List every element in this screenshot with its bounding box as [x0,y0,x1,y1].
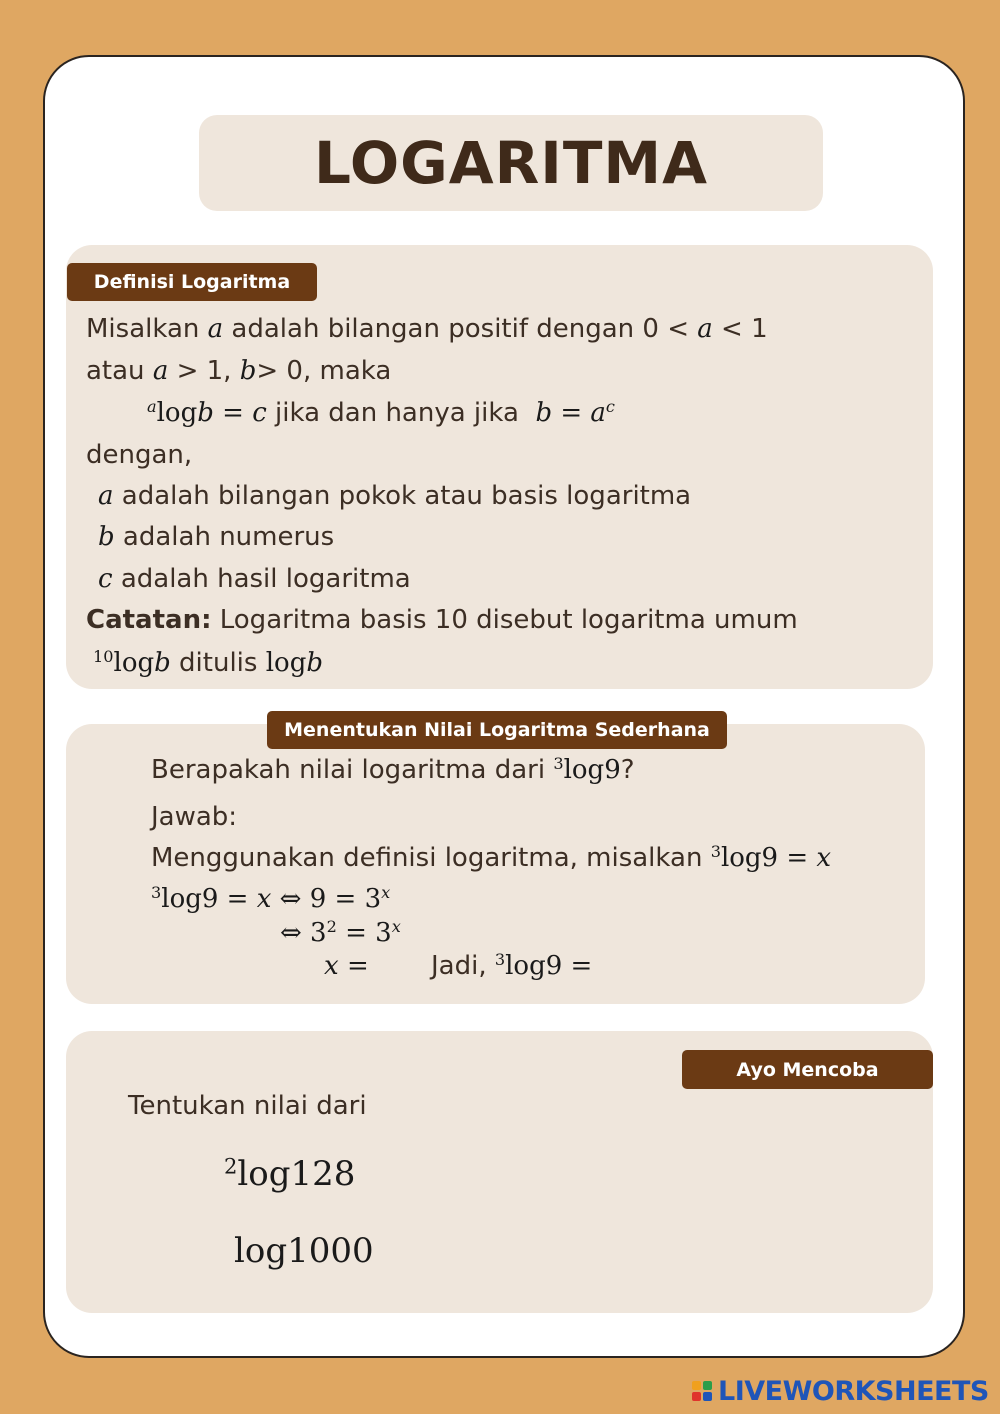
example-question: Berapakah nilai logaritma dari $^3$log9? [151,754,635,785]
answer-conclusion-input[interactable] [608,948,672,982]
practice-item-2: log1000 [234,1231,374,1271]
practice-prompt: Tentukan nilai dari [128,1091,367,1121]
definition-tag: Definisi Logaritma [67,263,317,301]
example-equation-3: x = [324,951,369,981]
logo-text: LIVEWORKSHEETS [718,1375,989,1407]
logo-square-1 [692,1381,701,1390]
example-tag: Menentukan Nilai Logaritma Sederhana [267,711,727,749]
practice-item-1: $^2$log128 [224,1153,356,1194]
practice-answer-2[interactable] [372,1230,496,1274]
definition-dengan: dengan, [86,440,193,470]
definition-item-a: a adalah bilangan pokok atau basis logaritma [98,481,692,511]
logo-square-4 [703,1392,712,1401]
definition-note-2: $^{10}$logb ditulis logb [93,647,323,678]
definition-line-1: Misalkan a adalah bilangan positif dengan 0 < a < 1 [86,314,768,344]
example-equation-2: ⇔ $3^2 = 3^x$ [280,917,401,948]
definition-item-c: c adalah hasil logaritma [98,564,411,594]
logo-square-3 [692,1392,701,1401]
example-conclusion: Jadi, $^3$log9 = [431,950,593,981]
definition-item-b: b adalah numerus [98,522,335,552]
logo-mark-icon [692,1381,712,1401]
page-title: LOGARITMA [313,129,709,197]
definition-note: Catatan: Logaritma basis 10 disebut logaritma umum [86,605,798,635]
example-step: Menggunakan definisi logaritma, misalkan $^3$log9 = x [151,842,832,873]
title-box [199,115,823,211]
answer-x-input[interactable] [378,948,426,982]
definition-line-2: atau a > 1, b> 0, maka [86,356,392,386]
logo-square-2 [703,1381,712,1390]
example-equation-1: $^3$log9 = x ⇔ $9 = 3^x$ [151,883,391,914]
definition-equation: $^a$logb = c jika dan hanya jika $b = a^c$ [147,397,615,428]
practice-tag: Ayo Mencoba [682,1050,933,1089]
liveworksheets-logo [692,1374,989,1408]
practice-answer-1[interactable] [360,1152,484,1196]
example-jawab: Jawab: [151,802,238,832]
